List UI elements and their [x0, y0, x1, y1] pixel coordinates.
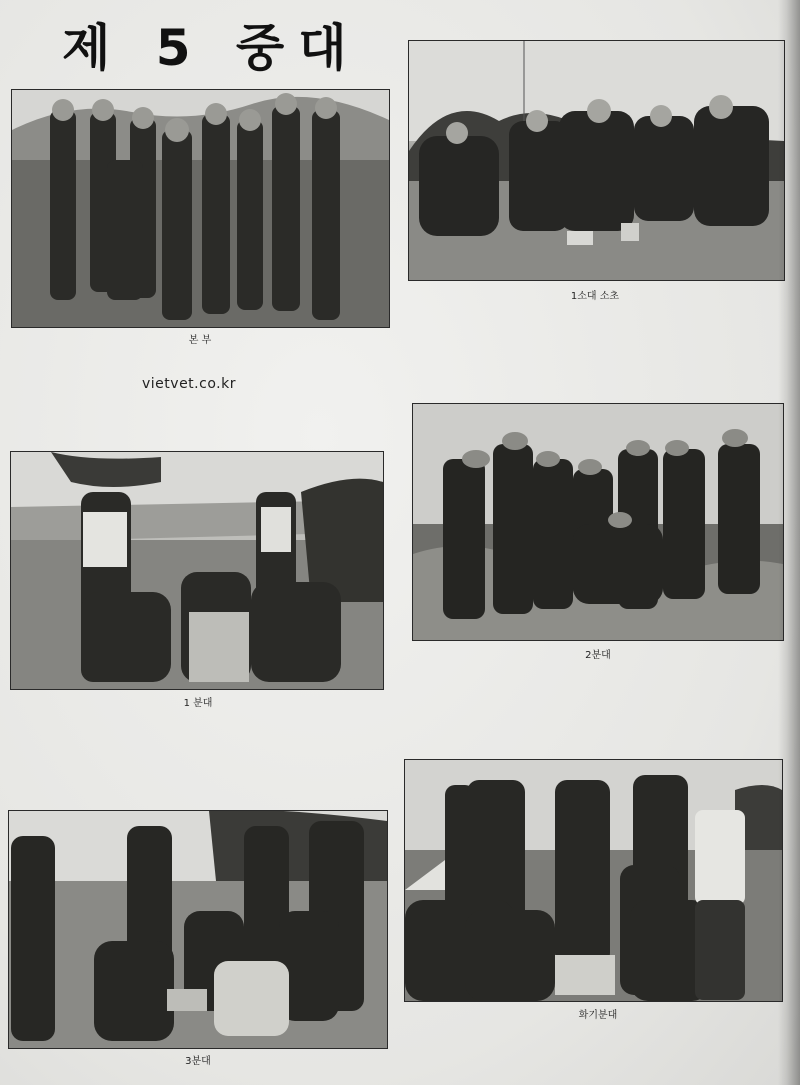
- photo-squad3: [9, 811, 387, 1048]
- photo-hq: [12, 90, 389, 327]
- photo-squad3-caption: 3분대: [185, 1056, 211, 1067]
- photo-weapons-image: [405, 760, 782, 1001]
- photo-platoon1-caption: 1소대 소초: [570, 291, 620, 302]
- photo-squad2: [413, 404, 783, 640]
- page-title: 제 5 중대: [62, 19, 361, 77]
- photo-weapons-caption: 화기분대: [578, 1010, 618, 1021]
- photo-hq-image: [12, 90, 389, 327]
- photo-squad3-image: [9, 811, 387, 1048]
- photo-hq-caption: 본 부: [188, 335, 212, 346]
- book-spine-shadow: [778, 0, 800, 1085]
- photo-squad2-image: [413, 404, 783, 640]
- photo-squad1-caption: 1 분대: [183, 698, 213, 709]
- photo-platoon1-image: [409, 41, 784, 280]
- photo-squad2-caption: 2분대: [585, 650, 611, 661]
- photo-squad1-image: [11, 452, 383, 689]
- photo-platoon1: [409, 41, 784, 280]
- watermark-text: vietvet.co.kr: [142, 376, 236, 392]
- photo-squad1: [11, 452, 383, 689]
- photo-weapons: [405, 760, 782, 1001]
